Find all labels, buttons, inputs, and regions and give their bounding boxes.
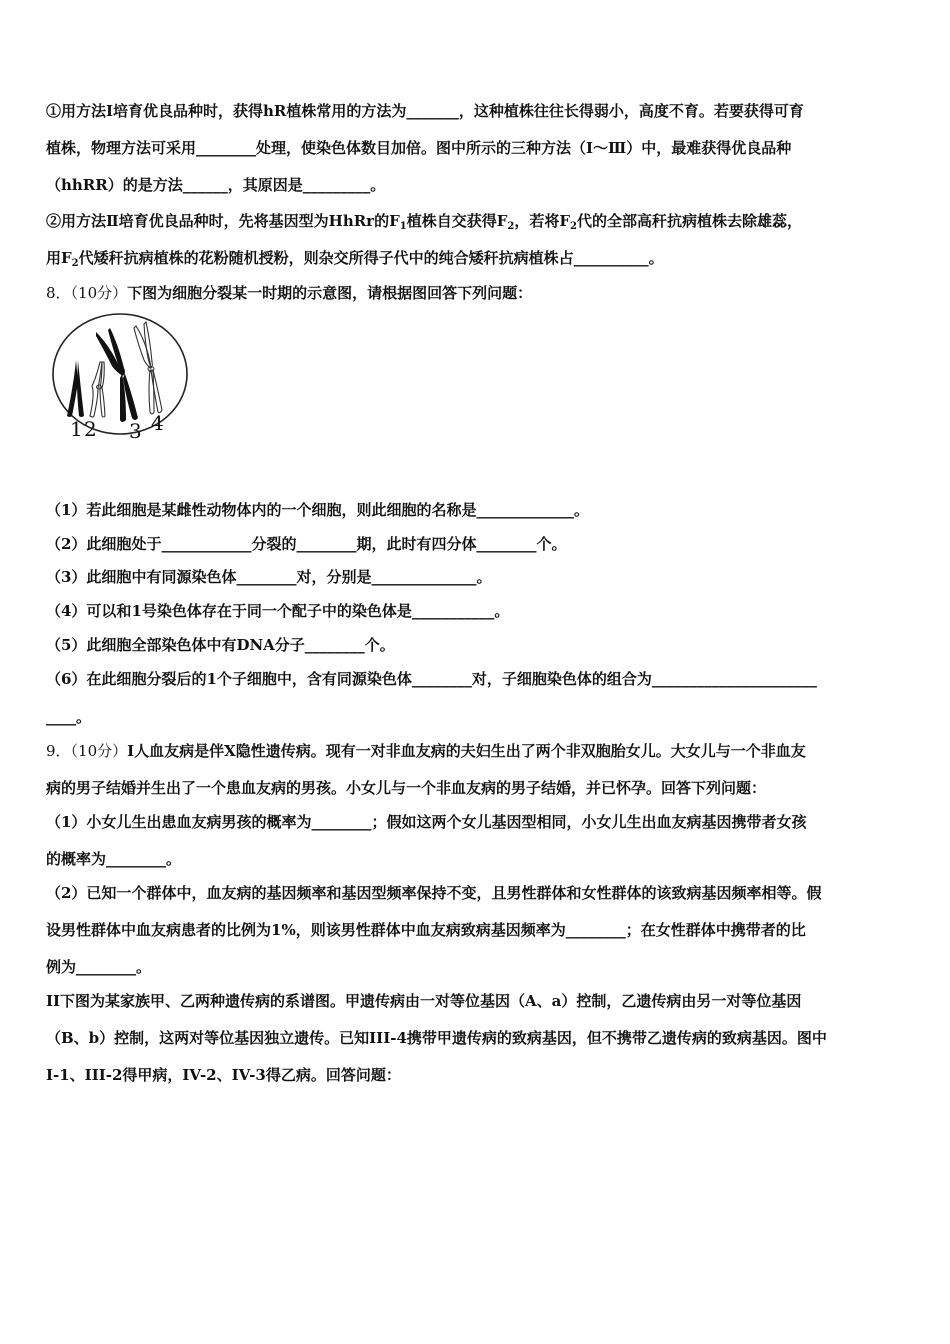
q8-number: 8．（10分） bbox=[46, 284, 128, 302]
q7-text: 用F bbox=[46, 249, 72, 267]
q7-part2-line1 bbox=[46, 210, 910, 232]
q8-sub6-line1: （6）在此细胞分裂后的1个子细胞中，含有同源染色体________对，子细胞染色体的组合为______________________ bbox=[46, 670, 817, 688]
q8-sub3: （3）此细胞中有同源染色体________对，分别是______________。 bbox=[46, 568, 492, 586]
subscript: 1 bbox=[399, 221, 407, 232]
q9-sub2-line1: （2）已知一个群体中，血友病的基因频率和基因型频率保持不变，且男性群体和女性群体的该致病基因频率相等。假 bbox=[46, 884, 822, 902]
chromosome-4 bbox=[134, 322, 162, 414]
cell-division-figure bbox=[50, 312, 192, 440]
q9-line2: 病的男子结婚并生出了一个患血友病的男孩。小女儿与一个非血友病的男子结婚，并已怀孕。回答下列问题： bbox=[46, 779, 767, 797]
q9-sub1-line2: 的概率为________。 bbox=[46, 850, 182, 868]
q7-part1-line3: （hhRR）的是方法______，其原因是_________。 bbox=[46, 176, 386, 194]
q9-sub2-line3: 例为________。 bbox=[46, 958, 152, 976]
q7-text: 代矮秆抗病植株的花粉随机授粉，则杂交所得子代中的纯合矮秆抗病植株占__________。 bbox=[78, 249, 664, 267]
q8-sub1: （1）若此细胞是某雌性动物体内的一个细胞，则此细胞的名称是_____________。 bbox=[46, 501, 589, 519]
q8-header bbox=[46, 282, 910, 304]
q8-sub5: （5）此细胞全部染色体中有DNA分子________个。 bbox=[46, 636, 395, 654]
chromosome-1 bbox=[67, 360, 84, 417]
q9-sub2-line2: 设男性群体中血友病患者的比例为1%，则该男性群体中血友病致病基因频率为________；在女性群体中携带者的比 bbox=[46, 921, 806, 939]
q8-sub2: （2）此细胞处于____________分裂的________期，此时有四分体________个。 bbox=[46, 535, 567, 553]
chromosome-3 bbox=[96, 328, 138, 422]
q7-text: 代的全部高秆抗病植株去除雄蕊， bbox=[576, 212, 802, 230]
q8-sub4: （4）可以和1号染色体存在于同一个配子中的染色体是___________。 bbox=[46, 602, 510, 620]
q9-ii-line3: I-1、III-2得甲病，IV-2、IV-3得乙病。回答问题： bbox=[46, 1066, 401, 1084]
q9-line1: I人血友病是伴X隐性遗传病。现有一对非血友病的夫妇生出了两个非双胞胎女儿。大女儿与一个非血友 bbox=[127, 742, 806, 760]
q7-part1-line1: ①用方法Ⅰ培育优良品种时，获得hR植株常用的方法为_______，这种植株往往长得弱小，高度不育。若要获得可育 bbox=[46, 102, 804, 120]
q7-text: 植株自交获得F bbox=[406, 212, 508, 230]
q9-ii-line1: II下图为某家族甲、乙两种遗传病的系谱图。甲遗传病由一对等位基因（A、a）控制，乙遗传病由另一对等位基因 bbox=[46, 992, 802, 1010]
label-3: 3 bbox=[129, 419, 142, 440]
subscript: 2 bbox=[570, 221, 577, 232]
label-4: 4 bbox=[151, 411, 164, 435]
q9-number: 9．（10分） bbox=[46, 742, 128, 760]
q7-part1-line2: 植株，物理方法可采用________处理，使染色体数目加倍。图中所示的三种方法（Ⅰ～Ⅲ）中，最难获得优良品种 bbox=[46, 139, 792, 157]
chromosome-2 bbox=[90, 362, 105, 417]
q9-header bbox=[46, 740, 910, 762]
subscript: 2 bbox=[507, 221, 515, 232]
q8-sub6-line2: ____。 bbox=[46, 708, 92, 726]
q9-ii-line2: （B、b）控制，这两对等位基因独立遗传。已知III-4携带甲遗传病的致病基因，但不携带乙遗传病的致病基因。图中 bbox=[46, 1029, 827, 1047]
q8-stem: 下图为细胞分裂某一时期的示意图，请根据图回答下列问题： bbox=[127, 284, 533, 302]
q7-text: ，若将F bbox=[514, 212, 570, 230]
label-2: 2 bbox=[84, 417, 97, 440]
label-1: 1 bbox=[70, 417, 83, 440]
subscript: 2 bbox=[71, 258, 79, 269]
q7-text: ②用方法Ⅱ培育优良品种时，先将基因型为HhRr的F bbox=[46, 212, 400, 230]
q9-sub1-line1: （1）小女儿生出患血友病男孩的概率为________；假如这两个女儿基因型相同，小女儿生出血友病基因携带者女孩 bbox=[46, 813, 807, 831]
q7-part2-line2 bbox=[46, 247, 910, 269]
